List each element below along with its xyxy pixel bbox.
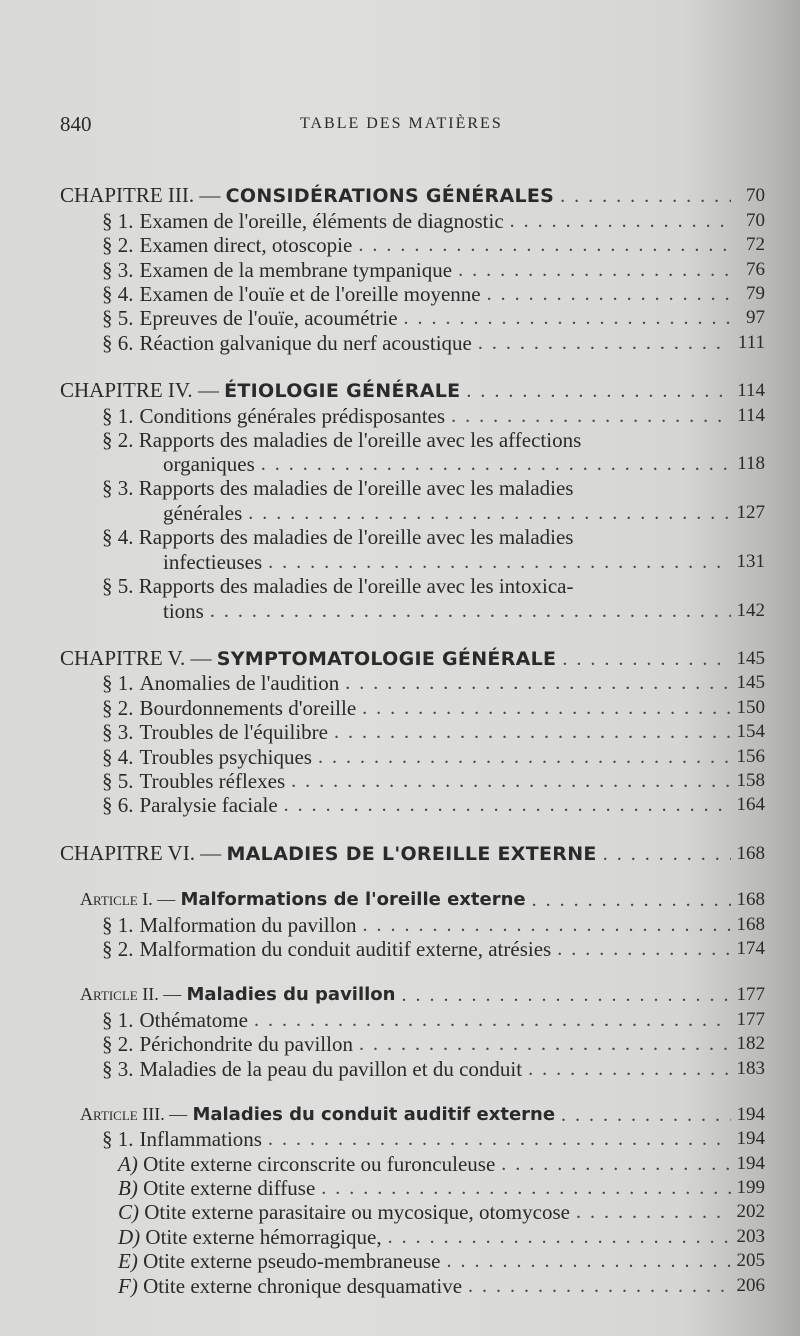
page-number: 840 — [60, 112, 92, 136]
toc-entry[interactable]: § 3. Examen de la membrane tympanique . . . 76 — [60, 257, 765, 281]
toc-entry-continuation[interactable]: générales . . . 127 — [60, 501, 765, 525]
toc-entry-first-line[interactable]: § 3. Rapports des maladies de l'oreille avec les maladies — [102, 476, 574, 501]
toc-subentry[interactable]: B) Otite externe diffuse . . . 199 — [60, 1176, 765, 1200]
toc-subentry[interactable]: A) Otite externe circonscrite ou furonculeuse . . . 194 — [60, 1151, 765, 1175]
toc-entry[interactable]: § 1. Othématome . . . 177 — [60, 1007, 765, 1031]
toc-entry[interactable]: § 4. Examen de l'ouïe et de l'oreille moyenne . . . 79 — [60, 282, 765, 306]
toc-entry[interactable]: § 6. Paralysie faciale . . . 164 — [60, 793, 765, 817]
chapter-heading[interactable]: CHAPITRE IV. — ÉTIOLOGIE GÉNÉRALE . . . 114 — [60, 379, 765, 403]
toc-entry-first-line[interactable]: § 5. Rapports des maladies de l'oreille avec les intoxica- — [102, 573, 574, 598]
toc-entry[interactable]: § 5. Epreuves de l'ouïe, acoumétrie . . . 97 — [60, 306, 765, 330]
table-of-contents — [60, 184, 765, 1298]
chapter-heading[interactable]: CHAPITRE VI. — MALADIES DE L'OREILLE EXTERNE . . . 168 — [60, 841, 765, 865]
toc-entry[interactable]: § 1. Malformation du pavillon . . . 168 — [60, 912, 765, 936]
toc-entry[interactable]: § 2. Périchondrite du pavillon . . . 182 — [60, 1032, 765, 1056]
toc-entry-first-line[interactable]: § 4. Rapports des maladies de l'oreille avec les maladies — [102, 525, 574, 550]
toc-entry[interactable]: § 1. Inflammations . . . 194 — [60, 1127, 765, 1151]
toc-subentry[interactable]: E) Otite externe pseudo-membraneuse . . . 205 — [60, 1249, 765, 1273]
toc-entry[interactable]: § 1. Conditions générales prédisposantes . . . 114 — [60, 403, 765, 427]
toc-entry[interactable]: § 2. Bourdonnements d'oreille . . . 150 — [60, 695, 765, 719]
toc-entry[interactable]: § 1. Anomalies de l'audition . . . 145 — [60, 671, 765, 695]
article-heading[interactable]: Article III. — Maladies du conduit auditif externe . . . 194 — [60, 1103, 765, 1127]
toc-entry[interactable]: § 6. Réaction galvanique du nerf acoustique . . . 111 — [60, 330, 765, 354]
toc-entry[interactable]: § 2. Malformation du conduit auditif externe, atrésies . . . 174 — [60, 937, 765, 961]
page-header — [60, 112, 760, 142]
toc-entry[interactable]: § 3. Maladies de la peau du pavillon et du conduit . . . 183 — [60, 1056, 765, 1080]
toc-subentry[interactable]: F) Otite externe chronique desquamative . . . 206 — [60, 1273, 765, 1297]
toc-entry[interactable]: § 4. Troubles psychiques . . . 156 — [60, 744, 765, 768]
toc-entry-continuation[interactable]: organiques . . . 118 — [60, 452, 765, 476]
article-heading[interactable]: Article I. — Malformations de l'oreille externe . . . 168 — [60, 888, 765, 912]
toc-entry[interactable]: § 1. Examen de l'oreille, éléments de diagnostic . . . 70 — [60, 208, 765, 232]
toc-entry-first-line[interactable]: § 2. Rapports des maladies de l'oreille avec les affections — [102, 427, 582, 452]
toc-entry-continuation[interactable]: infectieuses . . . 131 — [60, 549, 765, 573]
toc-subentry[interactable]: C) Otite externe parasitaire ou mycosique, otomycose . . . 202 — [60, 1200, 765, 1224]
page-ref: 70 — [746, 185, 765, 207]
toc-entry[interactable]: § 5. Troubles réflexes . . . 158 — [60, 769, 765, 793]
toc-subentry[interactable]: D) Otite externe hémorragique, . . . 203 — [60, 1224, 765, 1248]
article-heading[interactable]: Article II. — Maladies du pavillon . . . 177 — [60, 983, 765, 1007]
running-head: TABLE DES MATIÈRES — [300, 115, 503, 132]
toc-entry[interactable]: § 2. Examen direct, otoscopie . . . 72 — [60, 233, 765, 257]
chapter-heading[interactable]: CHAPITRE III. — CONSIDÉRATIONS GÉNÉRALES . . . 70 — [60, 184, 765, 208]
chapter-heading[interactable]: CHAPITRE V. — SYMPTOMATOLOGIE GÉNÉRALE . . . 145 — [60, 647, 765, 671]
toc-entry[interactable]: § 3. Troubles de l'équilibre . . . 154 — [60, 720, 765, 744]
toc-entry-continuation[interactable]: tions . . . 142 — [60, 598, 765, 622]
